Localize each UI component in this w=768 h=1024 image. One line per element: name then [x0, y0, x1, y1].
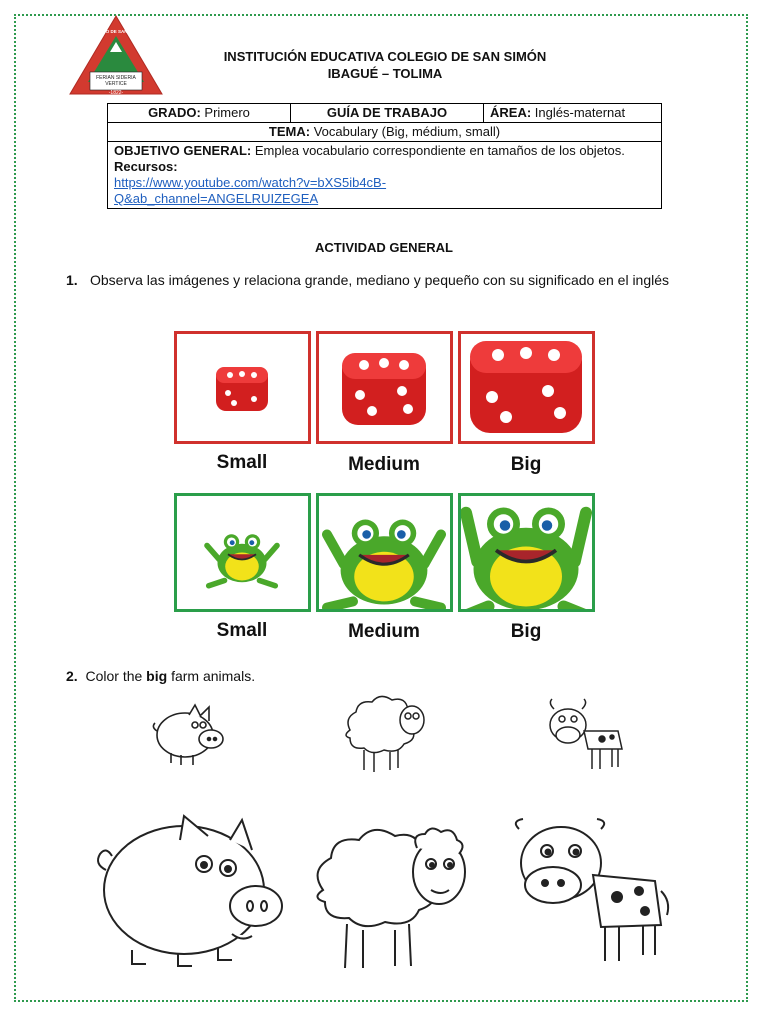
objetivo-cell — [108, 142, 662, 209]
question-1 — [66, 270, 726, 290]
school-name: INSTITUCIÓN EDUCATIVA COLEGIO DE SAN SIMÓN — [223, 49, 547, 64]
frog-small-label: Small — [216, 620, 268, 641]
dice-small-box — [174, 331, 311, 444]
objetivo-text: Emplea vocabulario correspondiente en tamaños de los objetos. — [254, 143, 625, 158]
dice-big-icon — [461, 334, 592, 441]
school-logo — [68, 14, 164, 98]
q2-text-after: farm animals. — [171, 668, 256, 684]
info-table — [107, 103, 662, 209]
frog-big-icon — [461, 496, 592, 609]
tema-value: Vocabulary (Big, médium, small) — [313, 124, 501, 139]
dice-medium-box — [316, 331, 453, 444]
frog-big-label: Big — [510, 621, 542, 642]
q2-bold: big — [146, 668, 168, 684]
objetivo-label: OBJETIVO GENERAL: — [114, 143, 252, 158]
logo-year: -1822- — [108, 90, 124, 96]
cow-small-icon — [540, 695, 635, 775]
dice-big-box — [458, 331, 595, 444]
q2-number: 2. — [66, 668, 78, 684]
school-city: IBAGUÉ – TOLIMA — [327, 66, 443, 81]
sheep-small-icon — [340, 690, 435, 775]
guia-cell: GUÍA DE TRABAJO — [291, 104, 484, 123]
area-value: Inglés-maternat — [534, 105, 626, 120]
q1-number: 1. — [66, 272, 78, 288]
logo-text-mid1: FERIAN SIDERIA — [96, 75, 136, 81]
school-header — [170, 48, 600, 82]
pig-big-icon — [92, 810, 292, 970]
frog-small-box — [174, 493, 311, 612]
dice-big-label: Big — [510, 454, 542, 475]
pig-small-icon — [145, 695, 235, 770]
dice-small-icon — [177, 334, 308, 441]
recursos-label: Recursos: — [114, 159, 178, 174]
question-2 — [66, 666, 726, 686]
tema-cell: TEMA: Vocabulary (Big, médium, small) — [108, 123, 662, 142]
frog-big-box — [458, 493, 595, 612]
q2-text-before: Color the — [85, 668, 143, 684]
q1-text: Observa las imágenes y relaciona grande, mediano y pequeño con su significado en el inglés — [90, 272, 670, 288]
frog-small-icon — [177, 496, 308, 609]
sheep-big-icon — [305, 820, 470, 970]
frog-medium-box — [316, 493, 453, 612]
logo-text-top: COLEGIO DE SAN SIMON — [88, 29, 144, 34]
dice-small-label: Small — [216, 452, 268, 473]
frog-medium-icon — [319, 496, 450, 609]
youtube-link[interactable]: https://www.youtube.com/watch?v=bXS5ib4cB- Q&ab_channel=ANGELRUIZEGEA — [114, 175, 387, 206]
area-cell: ÁREA: Inglés-maternat — [484, 104, 662, 123]
grado-value: Primero — [204, 105, 250, 120]
activity-title: ACTIVIDAD GENERAL — [315, 240, 453, 255]
dice-medium-label: Medium — [348, 454, 420, 475]
grado-cell: GRADO: Primero — [108, 104, 291, 123]
frog-medium-label: Medium — [348, 621, 420, 642]
dice-medium-icon — [319, 334, 450, 441]
cow-big-icon — [505, 815, 675, 965]
logo-text-mid2: VERTICE — [105, 81, 127, 87]
